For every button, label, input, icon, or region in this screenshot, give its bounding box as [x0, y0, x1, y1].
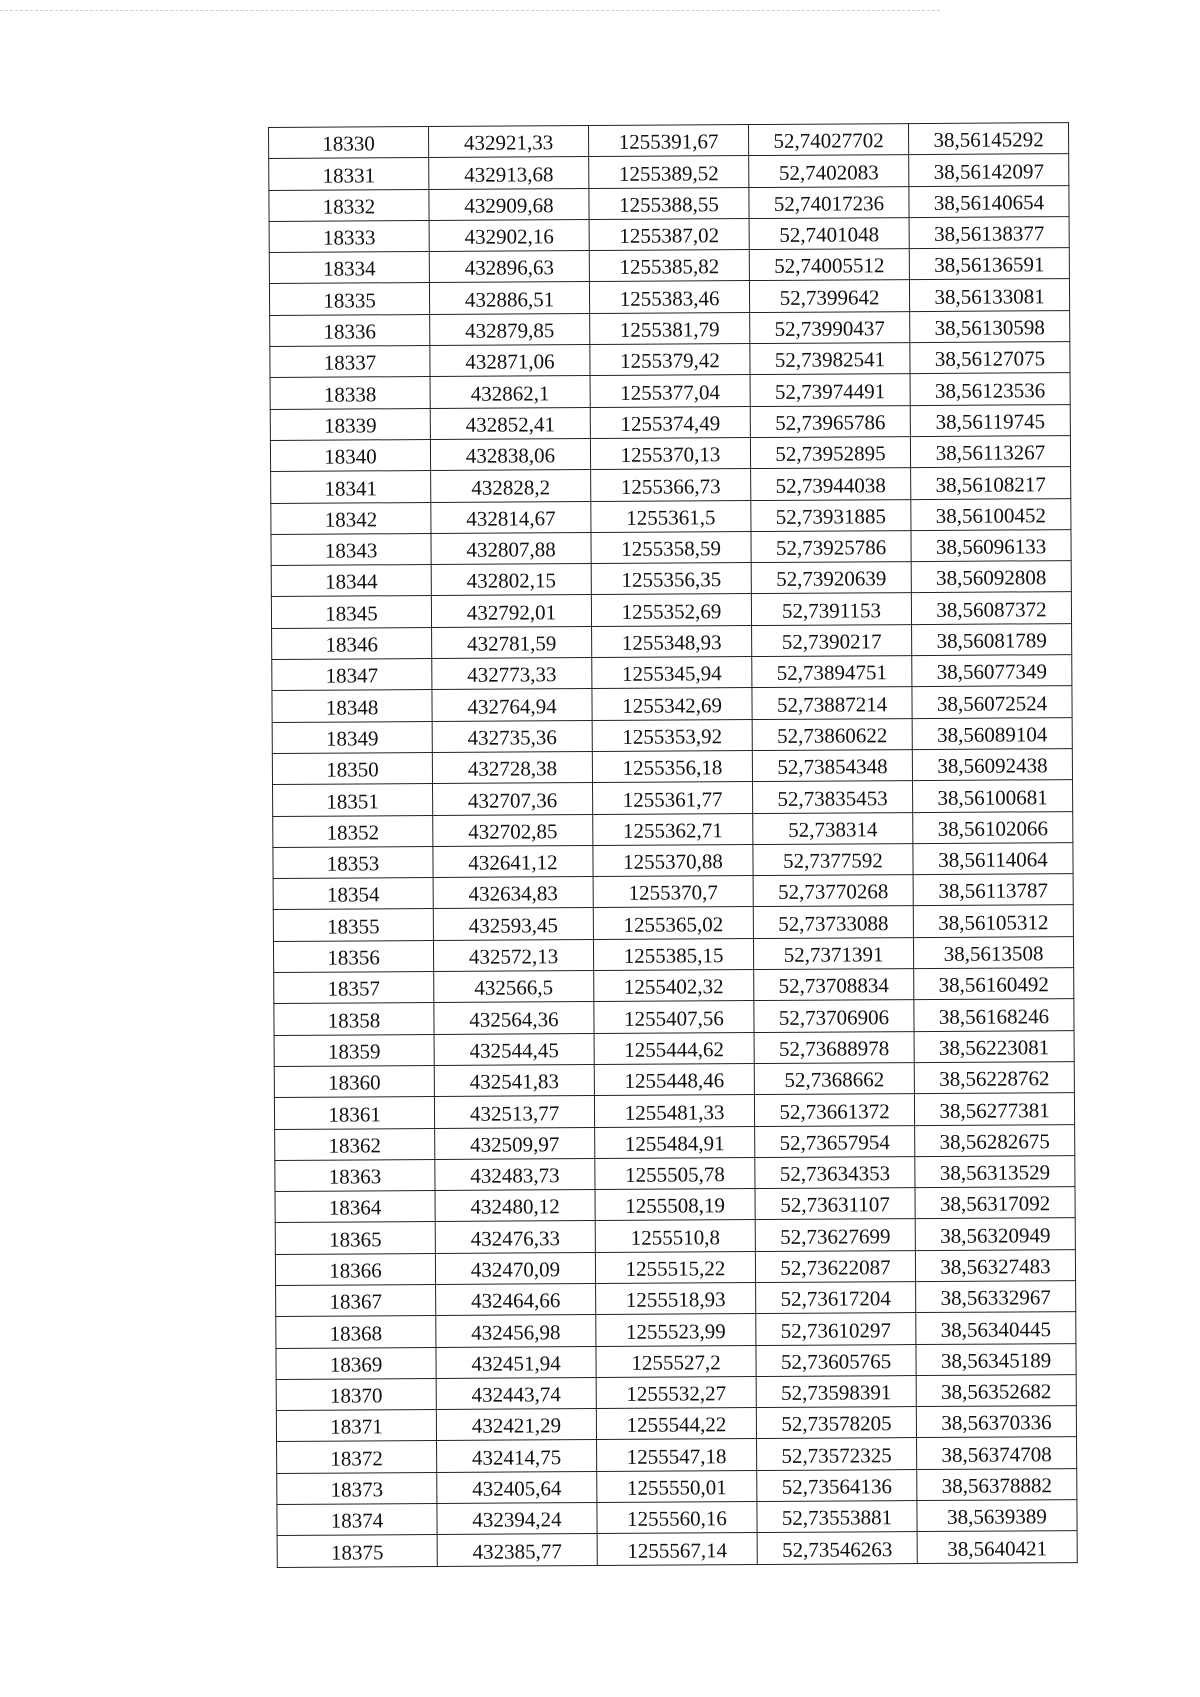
y-coordinate-cell: 1255374,49: [590, 406, 750, 438]
longitude-cell: 38,56100681: [913, 780, 1073, 812]
table-row: [270, 342, 1070, 378]
x-coordinate-cell: 432773,33: [432, 658, 592, 690]
table-row: [277, 1531, 1077, 1567]
point-number-cell: 18337: [270, 346, 430, 378]
point-number-cell: 18340: [270, 439, 430, 471]
table-row: [272, 655, 1072, 691]
point-number-cell: 18357: [274, 972, 434, 1004]
latitude-cell: 52,73887214: [752, 687, 912, 719]
y-coordinate-cell: 1255361,5: [591, 500, 751, 532]
x-coordinate-cell: 432464,66: [436, 1284, 596, 1316]
latitude-cell: 52,73854348: [752, 750, 912, 782]
latitude-cell: 52,7402083: [749, 155, 909, 187]
x-coordinate-cell: 432886,51: [429, 282, 589, 314]
table-row: [269, 248, 1069, 284]
latitude-cell: 52,73990437: [750, 311, 910, 343]
x-coordinate-cell: 432513,77: [434, 1096, 594, 1128]
latitude-cell: 52,73627699: [755, 1219, 915, 1251]
x-coordinate-cell: 432902,16: [429, 219, 589, 251]
y-coordinate-cell: 1255377,04: [590, 375, 750, 407]
latitude-cell: 52,73894751: [752, 656, 912, 688]
table-row: [273, 905, 1073, 941]
y-coordinate-cell: 1255388,55: [589, 187, 749, 219]
longitude-cell: 38,56072524: [912, 686, 1072, 718]
y-coordinate-cell: 1255385,15: [593, 938, 753, 970]
longitude-cell: 38,56123536: [910, 373, 1070, 405]
y-coordinate-cell: 1255407,56: [594, 1001, 754, 1033]
latitude-cell: 52,73860622: [752, 718, 912, 750]
y-coordinate-cell: 1255362,71: [593, 813, 753, 845]
latitude-cell: 52,73770268: [753, 875, 913, 907]
table-row: [272, 686, 1072, 722]
latitude-cell: 52,7391153: [751, 593, 911, 625]
latitude-cell: 52,73617204: [756, 1282, 916, 1314]
longitude-cell: 38,56092808: [911, 561, 1071, 593]
longitude-cell: 38,56127075: [910, 342, 1070, 374]
longitude-cell: 38,56087372: [911, 592, 1071, 624]
latitude-cell: 52,73965786: [750, 405, 910, 437]
table-row: [275, 1124, 1075, 1160]
x-coordinate-cell: 432921,33: [429, 126, 589, 158]
table-row: [271, 561, 1071, 597]
longitude-cell: 38,56168246: [914, 999, 1074, 1031]
longitude-cell: 38,56140654: [909, 185, 1069, 217]
longitude-cell: 38,56374708: [917, 1437, 1077, 1469]
longitude-cell: 38,56332967: [916, 1281, 1076, 1313]
x-coordinate-cell: 432828,2: [431, 470, 591, 502]
longitude-cell: 38,56277381: [914, 1093, 1074, 1125]
latitude-cell: 52,73982541: [750, 343, 910, 375]
latitude-cell: 52,74005512: [749, 249, 909, 281]
point-number-cell: 18332: [269, 189, 429, 221]
latitude-cell: 52,73661372: [754, 1094, 914, 1126]
point-number-cell: 18371: [276, 1410, 436, 1442]
point-number-cell: 18372: [277, 1441, 437, 1473]
point-number-cell: 18350: [272, 752, 432, 784]
longitude-cell: 38,56345189: [916, 1343, 1076, 1375]
longitude-cell: 38,5640421: [917, 1531, 1077, 1563]
point-number-cell: 18341: [271, 471, 431, 503]
y-coordinate-cell: 1255448,46: [594, 1063, 754, 1095]
x-coordinate-cell: 432564,36: [434, 1002, 594, 1034]
longitude-cell: 38,56223081: [914, 1030, 1074, 1062]
table-row: [270, 373, 1070, 409]
y-coordinate-cell: 1255366,73: [591, 469, 751, 501]
longitude-cell: 38,56100452: [911, 498, 1071, 530]
y-coordinate-cell: 1255532,27: [596, 1376, 756, 1408]
x-coordinate-cell: 432735,36: [432, 720, 592, 752]
longitude-cell: 38,5613508: [913, 936, 1073, 968]
point-number-cell: 18349: [272, 721, 432, 753]
latitude-cell: 52,7401048: [749, 217, 909, 249]
latitude-cell: 52,74017236: [749, 186, 909, 218]
point-number-cell: 18346: [272, 627, 432, 659]
y-coordinate-cell: 1255356,18: [592, 750, 752, 782]
point-number-cell: 18333: [269, 220, 429, 252]
y-coordinate-cell: 1255379,42: [590, 344, 750, 376]
y-coordinate-cell: 1255361,77: [593, 782, 753, 814]
table-row: [272, 749, 1072, 785]
y-coordinate-cell: 1255348,93: [592, 625, 752, 657]
point-number-cell: 18373: [277, 1472, 437, 1504]
latitude-cell: 52,73564136: [757, 1469, 917, 1501]
x-coordinate-cell: 432405,64: [437, 1471, 597, 1503]
y-coordinate-cell: 1255381,79: [590, 312, 750, 344]
longitude-cell: 38,56313529: [915, 1155, 1075, 1187]
x-coordinate-cell: 432896,63: [429, 251, 589, 283]
longitude-cell: 38,56142097: [909, 154, 1069, 186]
point-number-cell: 18335: [269, 283, 429, 315]
point-number-cell: 18374: [277, 1504, 437, 1536]
latitude-cell: 52,73952895: [750, 437, 910, 469]
table-row: [271, 467, 1071, 503]
latitude-cell: 52,73657954: [755, 1125, 915, 1157]
x-coordinate-cell: 432421,29: [436, 1409, 596, 1441]
latitude-cell: 52,73688978: [754, 1031, 914, 1063]
longitude-cell: 38,56145292: [908, 123, 1068, 155]
y-coordinate-cell: 1255567,14: [597, 1533, 757, 1565]
point-number-cell: 18334: [269, 252, 429, 284]
x-coordinate-cell: 432871,06: [430, 345, 590, 377]
x-coordinate-cell: 432509,97: [435, 1127, 595, 1159]
x-coordinate-cell: 432456,98: [436, 1315, 596, 1347]
latitude-cell: 52,73553881: [757, 1501, 917, 1533]
longitude-cell: 38,56317092: [915, 1187, 1075, 1219]
table-row: [269, 185, 1069, 221]
latitude-cell: 52,7371391: [753, 937, 913, 969]
longitude-cell: 38,56113787: [913, 874, 1073, 906]
table-row: [270, 436, 1070, 472]
x-coordinate-cell: 432544,45: [434, 1033, 594, 1065]
longitude-cell: 38,56108217: [911, 467, 1071, 499]
point-number-cell: 18356: [273, 940, 433, 972]
x-coordinate-cell: 432862,1: [430, 376, 590, 408]
x-coordinate-cell: 432385,77: [437, 1534, 597, 1566]
y-coordinate-cell: 1255352,69: [591, 594, 751, 626]
latitude-cell: 52,73622087: [755, 1250, 915, 1282]
x-coordinate-cell: 432470,09: [435, 1252, 595, 1284]
latitude-cell: 52,73920639: [751, 562, 911, 594]
y-coordinate-cell: 1255510,8: [595, 1220, 755, 1252]
table-row: [275, 1155, 1075, 1191]
table-row: [277, 1500, 1077, 1536]
longitude-cell: 38,56340445: [916, 1312, 1076, 1344]
latitude-cell: 52,73610297: [756, 1313, 916, 1345]
x-coordinate-cell: 432838,06: [430, 439, 590, 471]
table-row: [276, 1343, 1076, 1379]
table-row: [269, 279, 1069, 315]
latitude-cell: 52,73598391: [756, 1375, 916, 1407]
latitude-cell: 52,7377592: [753, 843, 913, 875]
table-row: [276, 1374, 1076, 1410]
y-coordinate-cell: 1255370,13: [590, 438, 750, 470]
x-coordinate-cell: 432852,41: [430, 407, 590, 439]
point-number-cell: 18359: [274, 1034, 434, 1066]
point-number-cell: 18360: [274, 1065, 434, 1097]
table-row: [272, 623, 1072, 659]
y-coordinate-cell: 1255353,92: [592, 719, 752, 751]
y-coordinate-cell: 1255560,16: [597, 1502, 757, 1534]
longitude-cell: 38,56105312: [913, 905, 1073, 937]
x-coordinate-cell: 432443,74: [436, 1377, 596, 1409]
point-number-cell: 18375: [277, 1535, 437, 1567]
latitude-cell: 52,73578205: [756, 1407, 916, 1439]
y-coordinate-cell: 1255342,69: [592, 688, 752, 720]
longitude-cell: 38,56130598: [910, 310, 1070, 342]
table-row: [270, 404, 1070, 440]
x-coordinate-cell: 432879,85: [430, 313, 590, 345]
latitude-cell: 52,73708834: [754, 969, 914, 1001]
table-row: [275, 1218, 1075, 1254]
longitude-cell: 38,56282675: [915, 1124, 1075, 1156]
x-coordinate-cell: 432707,36: [433, 783, 593, 815]
y-coordinate-cell: 1255383,46: [589, 281, 749, 313]
latitude-cell: 52,738314: [753, 812, 913, 844]
point-number-cell: 18342: [271, 502, 431, 534]
y-coordinate-cell: 1255547,18: [597, 1439, 757, 1471]
point-number-cell: 18368: [276, 1316, 436, 1348]
point-number-cell: 18355: [273, 909, 433, 941]
y-coordinate-cell: 1255365,02: [593, 907, 753, 939]
latitude-cell: 52,7390217: [752, 624, 912, 656]
longitude-cell: 38,56327483: [915, 1249, 1075, 1281]
x-coordinate-cell: 432566,5: [434, 971, 594, 1003]
x-coordinate-cell: 432572,13: [433, 939, 593, 971]
y-coordinate-cell: 1255444,62: [594, 1032, 754, 1064]
y-coordinate-cell: 1255484,91: [595, 1126, 755, 1158]
point-number-cell: 18366: [275, 1253, 435, 1285]
longitude-cell: 38,56136591: [909, 248, 1069, 280]
longitude-cell: 38,56114064: [913, 842, 1073, 874]
x-coordinate-cell: 432909,68: [429, 188, 589, 220]
table-row: [271, 592, 1071, 628]
x-coordinate-cell: 432480,12: [435, 1190, 595, 1222]
x-coordinate-cell: 432414,75: [437, 1440, 597, 1472]
x-coordinate-cell: 432641,12: [433, 845, 593, 877]
table-row: [273, 842, 1073, 878]
x-coordinate-cell: 432764,94: [432, 689, 592, 721]
point-number-cell: 18336: [270, 314, 430, 346]
table-row: [273, 874, 1073, 910]
y-coordinate-cell: 1255391,67: [588, 125, 748, 157]
longitude-cell: 38,56133081: [909, 279, 1069, 311]
latitude-cell: 52,73634353: [755, 1156, 915, 1188]
point-number-cell: 18353: [273, 846, 433, 878]
point-number-cell: 18365: [275, 1222, 435, 1254]
longitude-cell: 38,56119745: [910, 404, 1070, 436]
y-coordinate-cell: 1255389,52: [589, 156, 749, 188]
point-number-cell: 18339: [270, 408, 430, 440]
coordinates-table: [268, 122, 1078, 1568]
y-coordinate-cell: 1255508,19: [595, 1189, 755, 1221]
table-row: [274, 1061, 1074, 1097]
table-row: [273, 811, 1073, 847]
point-number-cell: 18330: [269, 127, 429, 159]
x-coordinate-cell: 432792,01: [431, 595, 591, 627]
x-coordinate-cell: 432451,94: [436, 1346, 596, 1378]
point-number-cell: 18362: [275, 1128, 435, 1160]
point-number-cell: 18369: [276, 1347, 436, 1379]
y-coordinate-cell: 1255523,99: [596, 1314, 756, 1346]
latitude-cell: 52,73546263: [757, 1532, 917, 1564]
table-row: [269, 123, 1069, 159]
point-number-cell: 18338: [270, 377, 430, 409]
latitude-cell: 52,73572325: [757, 1438, 917, 1470]
point-number-cell: 18358: [274, 1003, 434, 1035]
latitude-cell: 52,73931885: [751, 499, 911, 531]
longitude-cell: 38,56092438: [912, 749, 1072, 781]
longitude-cell: 38,56089104: [912, 717, 1072, 749]
y-coordinate-cell: 1255358,59: [591, 531, 751, 563]
table-row: [272, 717, 1072, 753]
x-coordinate-cell: 432476,33: [435, 1221, 595, 1253]
x-coordinate-cell: 432394,24: [437, 1503, 597, 1535]
table-row: [274, 1093, 1074, 1129]
x-coordinate-cell: 432807,88: [431, 532, 591, 564]
longitude-cell: 38,56228762: [914, 1061, 1074, 1093]
longitude-cell: 38,56102066: [913, 811, 1073, 843]
y-coordinate-cell: 1255402,32: [594, 970, 754, 1002]
y-coordinate-cell: 1255481,33: [594, 1095, 754, 1127]
y-coordinate-cell: 1255387,02: [589, 218, 749, 250]
longitude-cell: 38,56378882: [917, 1468, 1077, 1500]
longitude-cell: 38,56113267: [910, 436, 1070, 468]
latitude-cell: 52,73835453: [753, 781, 913, 813]
table-row: [274, 999, 1074, 1035]
latitude-cell: 52,73733088: [753, 906, 913, 938]
x-coordinate-cell: 432814,67: [431, 501, 591, 533]
x-coordinate-cell: 432702,85: [433, 814, 593, 846]
y-coordinate-cell: 1255370,88: [593, 844, 753, 876]
table-row: [277, 1468, 1077, 1504]
longitude-cell: 38,56160492: [914, 968, 1074, 1000]
point-number-cell: 18331: [269, 158, 429, 190]
y-coordinate-cell: 1255544,22: [596, 1408, 756, 1440]
longitude-cell: 38,56077349: [912, 655, 1072, 687]
table-row: [273, 936, 1073, 972]
longitude-cell: 38,56096133: [911, 529, 1071, 561]
point-number-cell: 18348: [272, 690, 432, 722]
point-number-cell: 18361: [274, 1097, 434, 1129]
table-row: [269, 216, 1069, 252]
point-number-cell: 18370: [276, 1378, 436, 1410]
table-row: [271, 529, 1071, 565]
latitude-cell: 52,73974491: [750, 374, 910, 406]
longitude-cell: 38,56370336: [916, 1406, 1076, 1438]
latitude-cell: 52,74027702: [748, 124, 908, 156]
point-number-cell: 18354: [273, 878, 433, 910]
table-row: [275, 1187, 1075, 1223]
latitude-cell: 52,73605765: [756, 1344, 916, 1376]
longitude-cell: 38,56081789: [912, 623, 1072, 655]
point-number-cell: 18352: [273, 815, 433, 847]
latitude-cell: 52,7368662: [754, 1062, 914, 1094]
latitude-cell: 52,73944038: [751, 468, 911, 500]
x-coordinate-cell: 432728,38: [432, 751, 592, 783]
x-coordinate-cell: 432541,83: [434, 1064, 594, 1096]
y-coordinate-cell: 1255345,94: [592, 657, 752, 689]
y-coordinate-cell: 1255356,35: [591, 563, 751, 595]
table-row: [275, 1249, 1075, 1285]
x-coordinate-cell: 432593,45: [433, 908, 593, 940]
table-row: [276, 1312, 1076, 1348]
y-coordinate-cell: 1255385,82: [589, 250, 749, 282]
y-coordinate-cell: 1255505,78: [595, 1157, 755, 1189]
x-coordinate-cell: 432781,59: [432, 626, 592, 658]
latitude-cell: 52,73706906: [754, 1000, 914, 1032]
table-row: [274, 1030, 1074, 1066]
y-coordinate-cell: 1255515,22: [595, 1251, 755, 1283]
point-number-cell: 18351: [273, 784, 433, 816]
point-number-cell: 18364: [275, 1191, 435, 1223]
latitude-cell: 52,7399642: [749, 280, 909, 312]
y-coordinate-cell: 1255550,01: [597, 1470, 757, 1502]
table-row: [269, 154, 1069, 190]
latitude-cell: 52,73925786: [751, 530, 911, 562]
longitude-cell: 38,5639389: [917, 1500, 1077, 1532]
point-number-cell: 18345: [271, 596, 431, 628]
longitude-cell: 38,56320949: [915, 1218, 1075, 1250]
table-row: [271, 498, 1071, 534]
table-row: [273, 780, 1073, 816]
scan-edge-line: [0, 10, 940, 11]
longitude-cell: 38,56138377: [909, 216, 1069, 248]
x-coordinate-cell: 432634,83: [433, 877, 593, 909]
point-number-cell: 18347: [272, 659, 432, 691]
x-coordinate-cell: 432802,15: [431, 564, 591, 596]
coordinates-table-body: [269, 123, 1078, 1568]
x-coordinate-cell: 432483,73: [435, 1158, 595, 1190]
point-number-cell: 18367: [276, 1284, 436, 1316]
point-number-cell: 18344: [271, 565, 431, 597]
y-coordinate-cell: 1255518,93: [596, 1283, 756, 1315]
table-row: [270, 310, 1070, 346]
table-row: [276, 1281, 1076, 1317]
point-number-cell: 18343: [271, 533, 431, 565]
table-row: [277, 1437, 1077, 1473]
point-number-cell: 18363: [275, 1159, 435, 1191]
y-coordinate-cell: 1255370,7: [593, 876, 753, 908]
table-row: [274, 968, 1074, 1004]
table-row: [276, 1406, 1076, 1442]
y-coordinate-cell: 1255527,2: [596, 1345, 756, 1377]
latitude-cell: 52,73631107: [755, 1188, 915, 1220]
longitude-cell: 38,56352682: [916, 1374, 1076, 1406]
x-coordinate-cell: 432913,68: [429, 157, 589, 189]
